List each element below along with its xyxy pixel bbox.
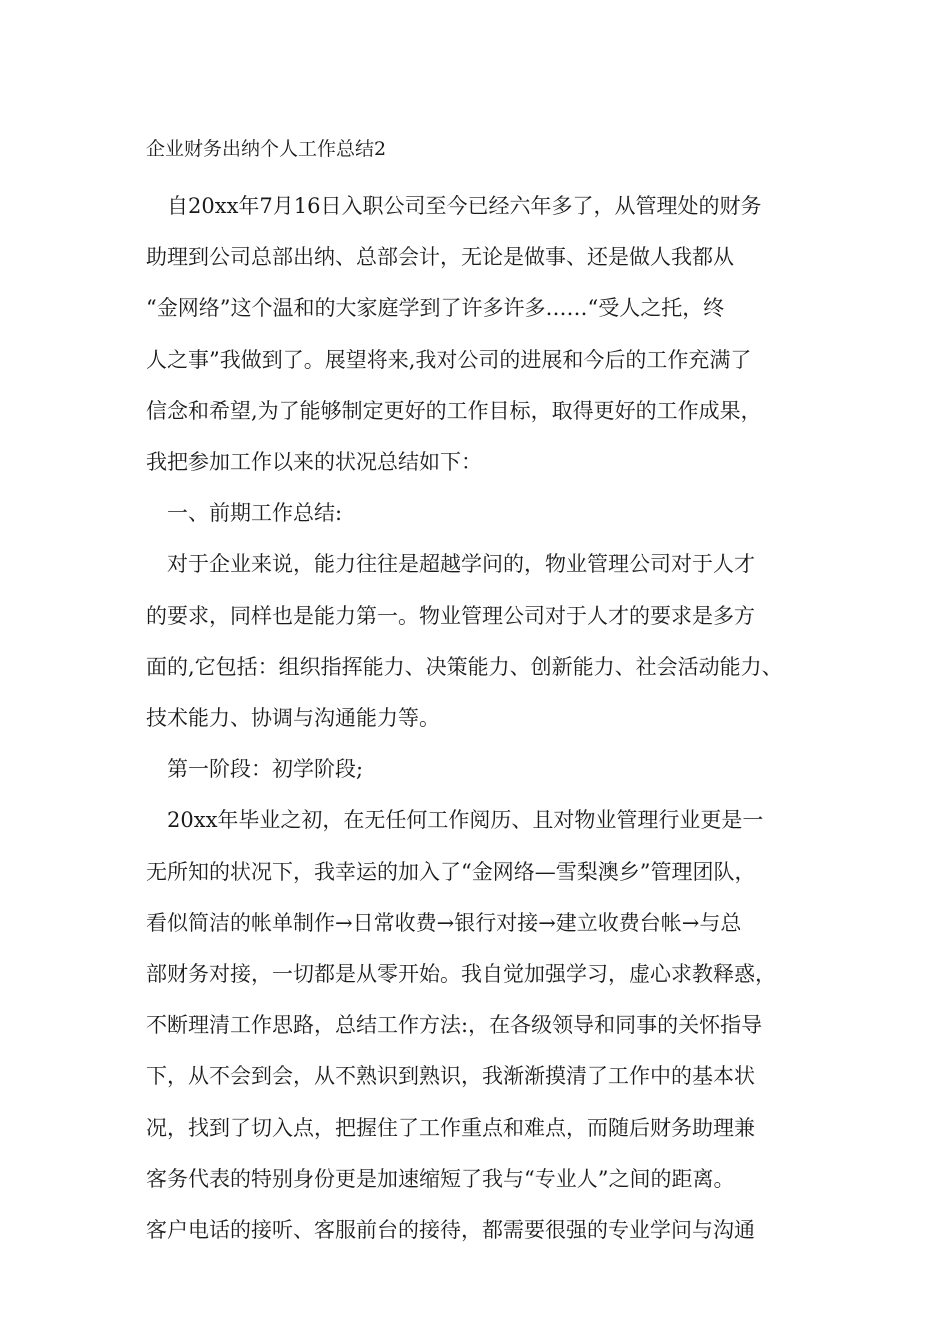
text-line: 部财务对接，一切都是从零开始。我自觉加强学习，虚心求教释惑， xyxy=(146,962,776,987)
document-title: 企业财务出纳个人工作总结2 xyxy=(146,138,387,160)
text-line: 对于企业来说，能力往往是超越学问的，物业管理公司对于人才 xyxy=(167,552,755,577)
text-line: 我把参加工作以来的状况总结如下： xyxy=(146,450,482,475)
text-line: 面的,它包括：组织指挥能力、决策能力、创新能力、社会活动能力、 xyxy=(146,654,783,679)
document-body xyxy=(146,131,826,1256)
text-line: 下，从不会到会，从不熟识到熟识，我渐渐摸清了工作中的基本状 xyxy=(146,1064,755,1089)
text-line: 人之事”我做到了。展望将来,我对公司的进展和今后的工作充满了 xyxy=(146,347,752,372)
text-line: 的要求，同样也是能力第一。物业管理公司对于人才的要求是多方 xyxy=(146,603,755,628)
text-line: 无所知的状况下，我幸运的加入了“金网络—雪梨澳乡”管理团队， xyxy=(146,859,756,884)
text-line: 客务代表的特别身份更是加速缩短了我与“专业人”之间的距离。 xyxy=(146,1166,735,1191)
paragraph-stage-one xyxy=(146,795,826,1256)
section-heading-stage-one: 第一阶段：初学阶段; xyxy=(167,757,364,782)
text-line: “金网络”这个温和的大家庭学到了许多许多……“受人之托，终 xyxy=(146,296,725,321)
text-line: 不断理清工作思路，总结工作方法:，在各级领导和同事的关怀指导 xyxy=(146,1013,763,1038)
paragraph-ability xyxy=(146,539,826,744)
text-line: 况，找到了切入点，把握住了工作重点和难点，而随后财务助理兼 xyxy=(146,1115,755,1140)
text-line: 助理到公司总部出纳、总部会计，无论是做事、还是做人我都从 xyxy=(146,245,734,270)
text-line: 信念和希望,为了能够制定更好的工作目标，取得更好的工作成果， xyxy=(146,398,762,423)
text-line: 客户电话的接听、客服前台的接待，都需要很强的专业学问与沟通 xyxy=(146,1218,755,1243)
section-heading-early-work: 一、前期工作总结: xyxy=(167,501,343,526)
text-line: 看似简洁的帐单制作→日常收费→银行对接→建立收费台帐→与总 xyxy=(146,910,742,935)
text-line: 自20xx年7月16日入职公司至今已经六年多了，从管理处的财务 xyxy=(167,194,762,218)
text-line: 20xx年毕业之初，在无任何工作阅历、且对物业管理行业更是一 xyxy=(167,808,764,833)
text-line: 技术能力、协调与沟通能力等。 xyxy=(146,706,440,731)
paragraph-intro xyxy=(146,181,826,488)
